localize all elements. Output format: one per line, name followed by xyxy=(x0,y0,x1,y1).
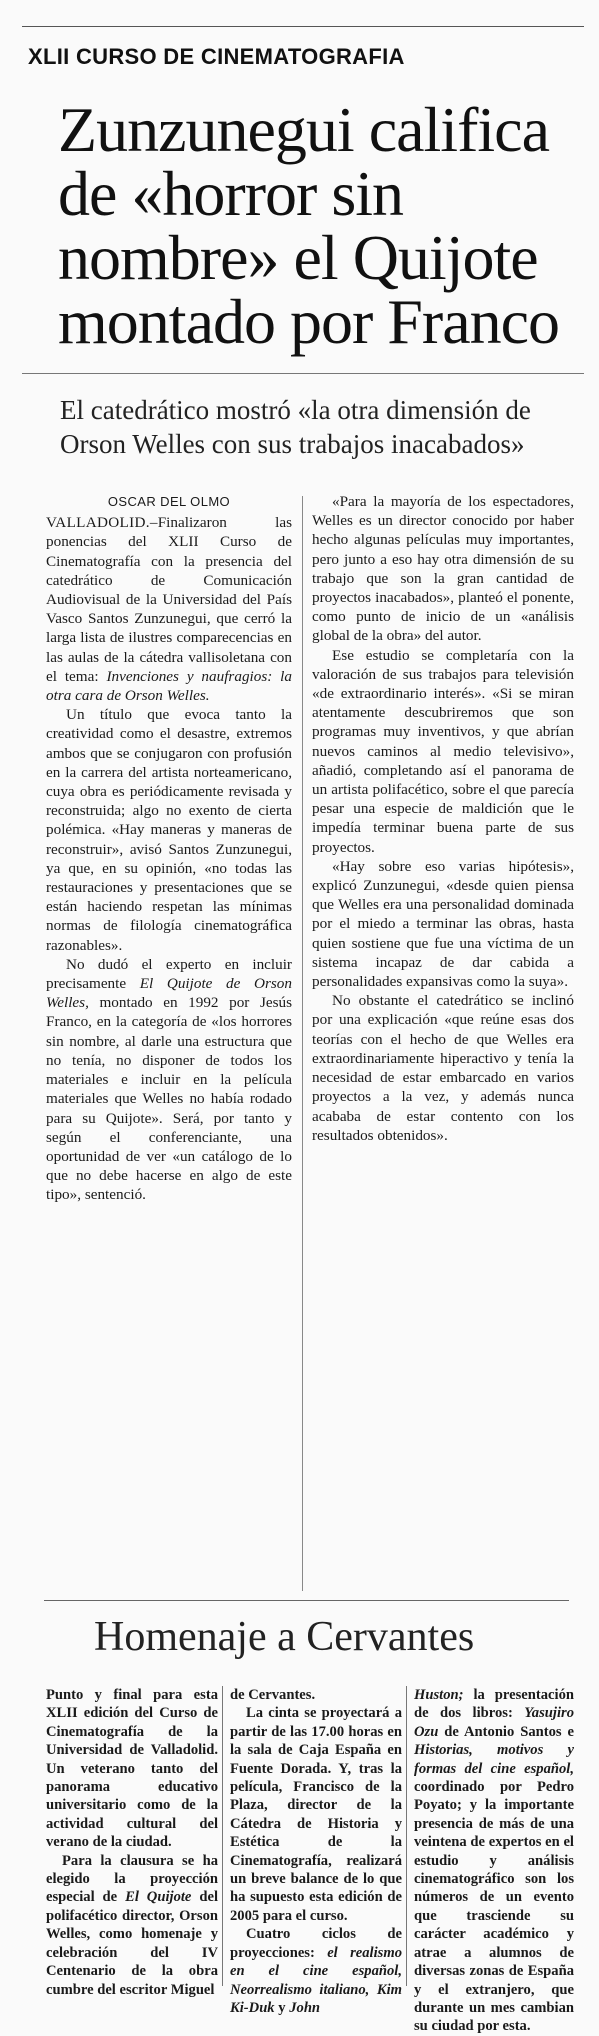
article-column-right xyxy=(312,492,574,1145)
section-label: XLII CURSO DE CINEMATOGRAFIA xyxy=(28,44,405,69)
column-divider xyxy=(222,1686,223,1986)
sidebar-column-3 xyxy=(414,1686,574,2036)
sidebar-title: Homenaje a Cervantes xyxy=(94,1614,475,1660)
sidebar-rule xyxy=(44,1600,569,1601)
lead-paragraph: VALLADOLID.–Finalizaron las ponencias del XLII Curso de Cinematografía con la presencia del catedrático de Comunicación Audiovisual de la Universidad del País Vasco Santos Zunzunegui, que cerró la larga lista de ilustres comparecencias en las aulas de la cátedra vallisoletana con el tema: Invenciones y naufragios: la otra cara de Orson Welles. xyxy=(46,514,292,705)
paragraph: Huston; la presentación de dos libros: Yasujiro Ozu de Antonio Santos e Historias, motivos y formas del cine español, coordinado por Pedro Poyato; y la importante presencia de más de una veintena de expertos en el estudio y análisis cinematográfico son los números de un evento que trasciende su carácter académico y atrae a alumnos de diversas zonas de España y el extranjero, que durante un mes cambian su ciudad por esta. xyxy=(414,1687,574,2035)
paragraph: Para la clausura se ha elegido la proyección especial de El Quijote del polifacético director, Orson Welles, como homenaje y celebración del IV Centenario de la obra cumbre del escritor Miguel xyxy=(46,1852,218,1998)
headline: Zunzunegui califica de «horror sin nombre» el Quijote montado por Franco xyxy=(58,94,559,357)
sidebar-column-1 xyxy=(46,1686,218,1999)
paragraph: Punto y final para esta XLII edición del Curso de Cinematografía de la Universidad de Valladolid. Un veterano tanto del panorama educativo universitario como de la actividad cultural del verano de la ciudad. xyxy=(46,1687,218,1851)
paragraph: Un título que evoca tanto la creatividad como el desastre, extremos ambos que se conjugaron con profusión en la carrera del artista norteamericano, cuya obra es periódicamente revisada y reconstruida; algo no exento de cierta polémica. «Hay maneras y maneras de reconstruir», avisó Santos Zunzunegui, ya que, en su opinión, «no todas las restauraciones y presentaciones que se están haciendo respetan las mínimas normas de filología cinematográfica razonables». xyxy=(46,706,292,954)
paragraph: La cinta se proyectará a partir de las 17.00 horas en la sala de Caja España en Fuente Dorada. Y, tras la película, Francisco de la Plaza, director de la Cátedra de Historia y Estética de la Cinematografía, realizará un breve balance de lo que ha supuesto esta edición de 2005 para el curso. xyxy=(230,1705,402,1924)
paragraph: «Hay sobre eso varias hipótesis», explicó Zunzunegui, «desde quien piensa que Welles era una personalidad dominada por el miedo a terminar las obras, hasta quien sostiene que fue una víctima de un sistema incapaz de dar cabida a personalidades expansivas como la suya». xyxy=(312,857,574,991)
paragraph: Ese estudio se completaría con la valoración de sus trabajos para televisión «de extraordinario interés». «Si se miran atentamente descubriremos que son programas muy inventivos, y que abrían nuevos caminos al medio televisivo», añadió, completando así el panorama de un artista polifacético, sobre el que parecía pesar una especie de maldición que le impedía terminar buena parte de sus proyectos. xyxy=(312,646,574,856)
sidebar-column-2 xyxy=(230,1686,402,2017)
subhead: El catedrático mostró «la otra dimensión de Orson Welles con sus trabajos inacabados» xyxy=(60,395,531,459)
column-divider xyxy=(302,496,303,1591)
paragraph: No obstante el catedrático se inclinó por una explicación «que reúne esas dos teorías con el hecho de que Welles era extraordinariamente hiperactivo y tenía la necesidad de estar embarcado en varios proyectos a la vez, y además nunca acababa de estar contento con los resultados obtenidos». xyxy=(312,992,574,1144)
top-rule xyxy=(22,26,584,27)
paragraph: Cuatro ciclos de proyecciones: el realismo en el cine español, Neorrealismo italiano, Kim Ki-Duk y John xyxy=(230,1926,402,2016)
column-divider xyxy=(406,1686,407,1986)
paragraph: «Para la mayoría de los espectadores, Welles es un director conocido por haber hecho algunas películas muy importantes, pero junto a eso hay otra dimensión de su trabajo que son la gran cantidad de proyectos inacabados», planteó el ponente, como punto de inicio de un «análisis global de la obra» del autor. xyxy=(312,493,574,645)
talk-title: Invenciones y naufragios: la otra cara de Orson Welles. xyxy=(46,667,292,705)
headline-rule xyxy=(22,373,584,374)
dateline: VALLADOLID.– xyxy=(46,514,158,532)
newspaper-clipping xyxy=(22,18,584,2035)
byline: OSCAR DEL OLMO xyxy=(107,494,231,509)
article-column-left xyxy=(46,492,292,1205)
paragraph: No dudó el experto en incluir precisamente El Quijote de Orson Welles, montado en 1992 por Jesús Franco, en la categoría de «los horrores sin nombre, al darle una estructura que no tenía, no disponer de todos los materiales e incluir en la película materiales que Welles no había rodado para su Quijote». Será, por tanto y según el conferenciante, una oportunidad de ver «un catálogo de lo que no debe hacerse en algo de este tipo», sentenció. xyxy=(46,955,293,1204)
paragraph: de Cervantes. xyxy=(230,1687,316,1703)
